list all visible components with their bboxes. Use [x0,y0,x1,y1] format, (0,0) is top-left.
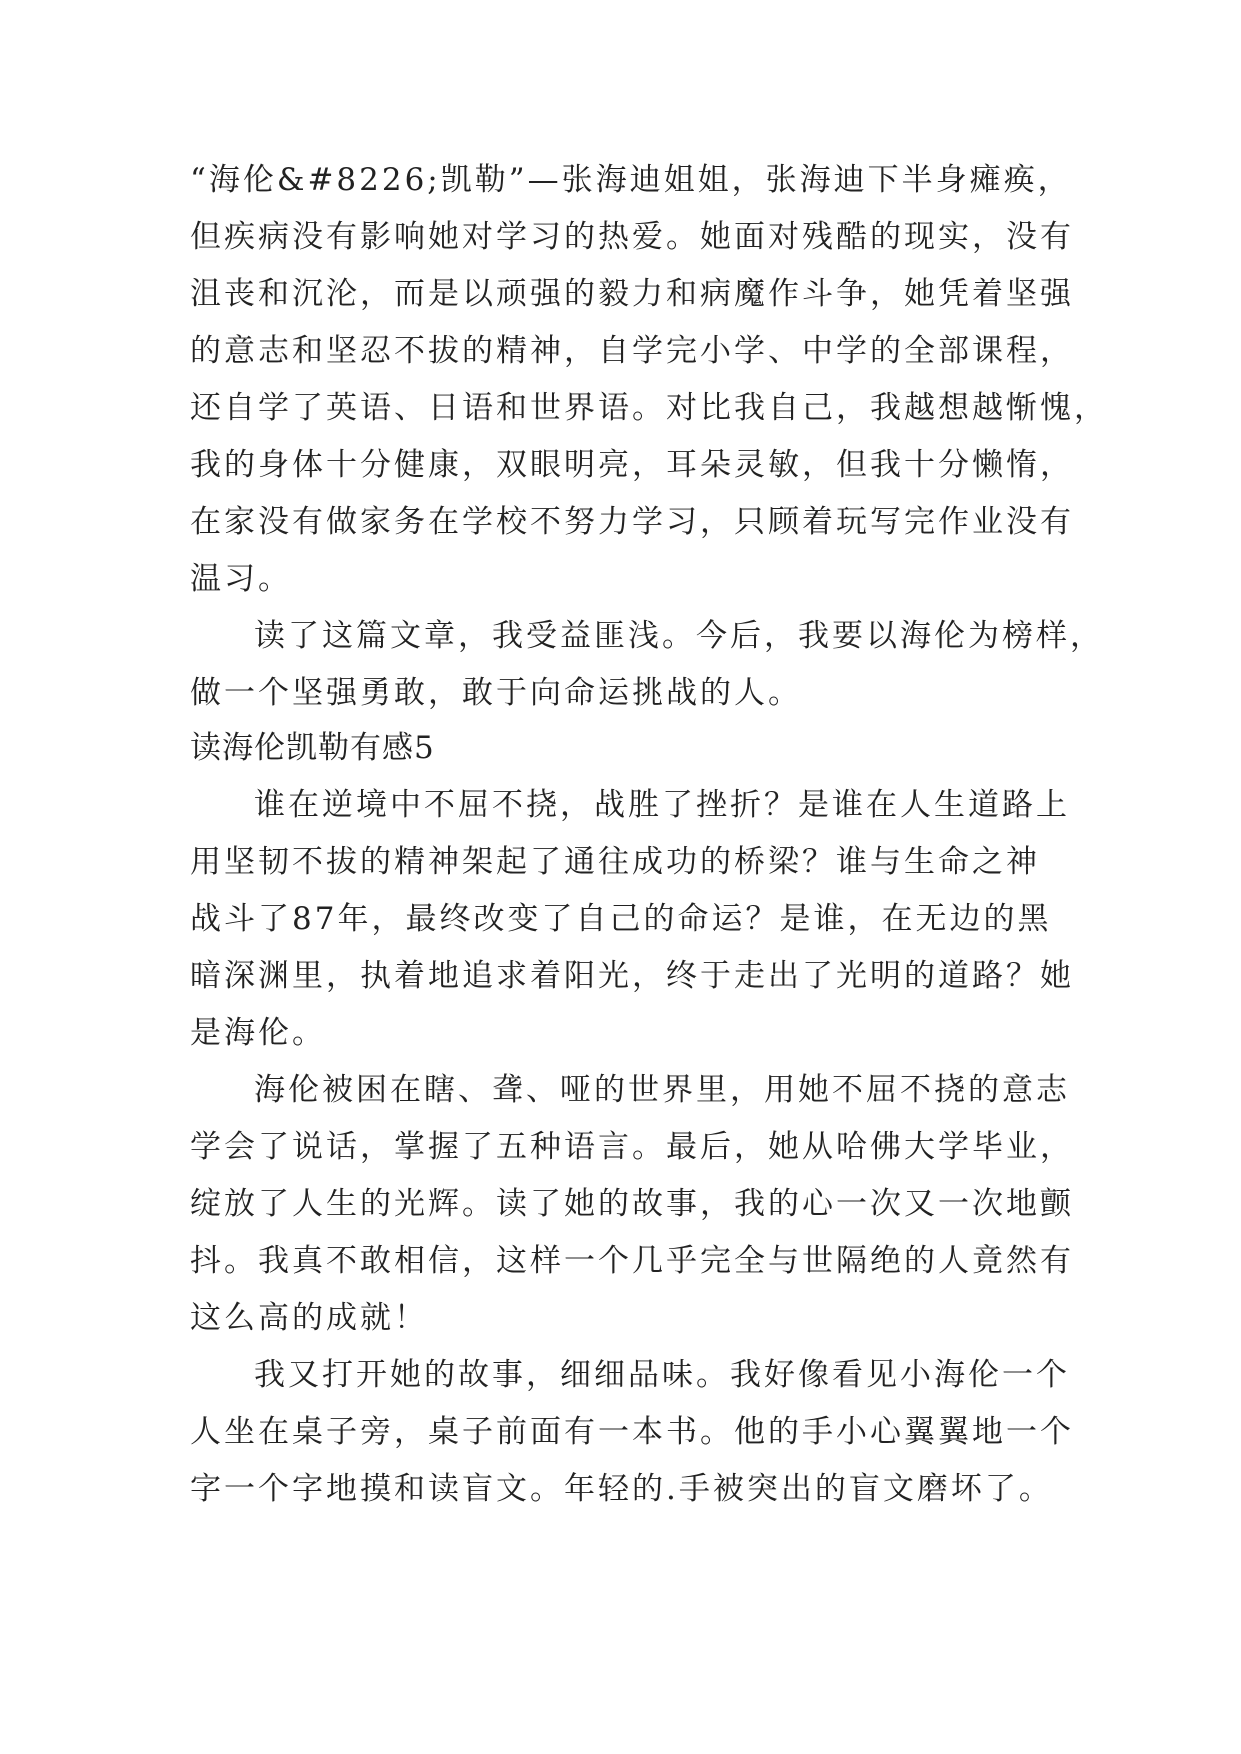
text-line: 做一个坚强勇敢，敢于向命运挑战的人。 [190,675,802,711]
text-line: 战斗了87年，最终改变了自己的命运？是谁，在无边的黑 [190,901,1052,937]
text-line: 学会了说话，掌握了五种语言。最后，她从哈佛大学毕业， [190,1129,1074,1165]
text-line: 沮丧和沉沦，而是以顽强的毅力和病魔作斗争，她凭着坚强 [190,276,1074,312]
text-line: 但疾病没有影响她对学习的热爱。她面对残酷的现实，没有 [190,219,1074,255]
text-line: 温习。 [190,561,292,597]
text-line: 字一个字地摸和读盲文。年轻的.手被突出的盲文磨坏了。 [190,1471,1053,1507]
text-line: 暗深渊里，执着地追求着阳光，终于走出了光明的道路？她 [190,958,1074,994]
text-line: “海伦&#8226;凯勒”—张海迪姐姐，张海迪下半身瘫痪， [190,162,1072,198]
text-line: 谁在逆境中不屈不挠，战胜了挫折？是谁在人生道路上 [254,787,1070,823]
text-line: 用坚韧不拔的精神架起了通往成功的桥梁？谁与生命之神 [190,844,1040,880]
text-line: 我又打开她的故事，细细品味。我好像看见小海伦一个 [254,1357,1070,1393]
text-line: 的意志和坚忍不拔的精神，自学完小学、中学的全部课程， [190,333,1074,369]
text-line: 人坐在桌子旁，桌子前面有一本书。他的手小心翼翼地一个 [190,1414,1074,1450]
section-title: 读海伦凯勒有感5 [190,730,435,766]
text-line: 抖。我真不敢相信，这样一个几乎完全与世隔绝的人竟然有 [190,1243,1074,1279]
text-line: 海伦被困在瞎、聋、哑的世界里，用她不屈不挠的意志 [254,1072,1070,1108]
text-line: 这么高的成就！ [190,1300,428,1336]
text-line: 是海伦。 [190,1015,326,1051]
text-line: 还自学了英语、日语和世界语。对比我自己，我越想越惭愧， [190,390,1108,426]
text-line: 我的身体十分健康，双眼明亮，耳朵灵敏，但我十分懒惰， [190,447,1074,483]
text-line: 在家没有做家务在学校不努力学习，只顾着玩写完作业没有 [190,504,1074,540]
text-line: 绽放了人生的光辉。读了她的故事，我的心一次又一次地颤 [190,1186,1074,1222]
text-line: 读了这篇文章，我受益匪浅。今后，我要以海伦为榜样， [254,618,1104,654]
